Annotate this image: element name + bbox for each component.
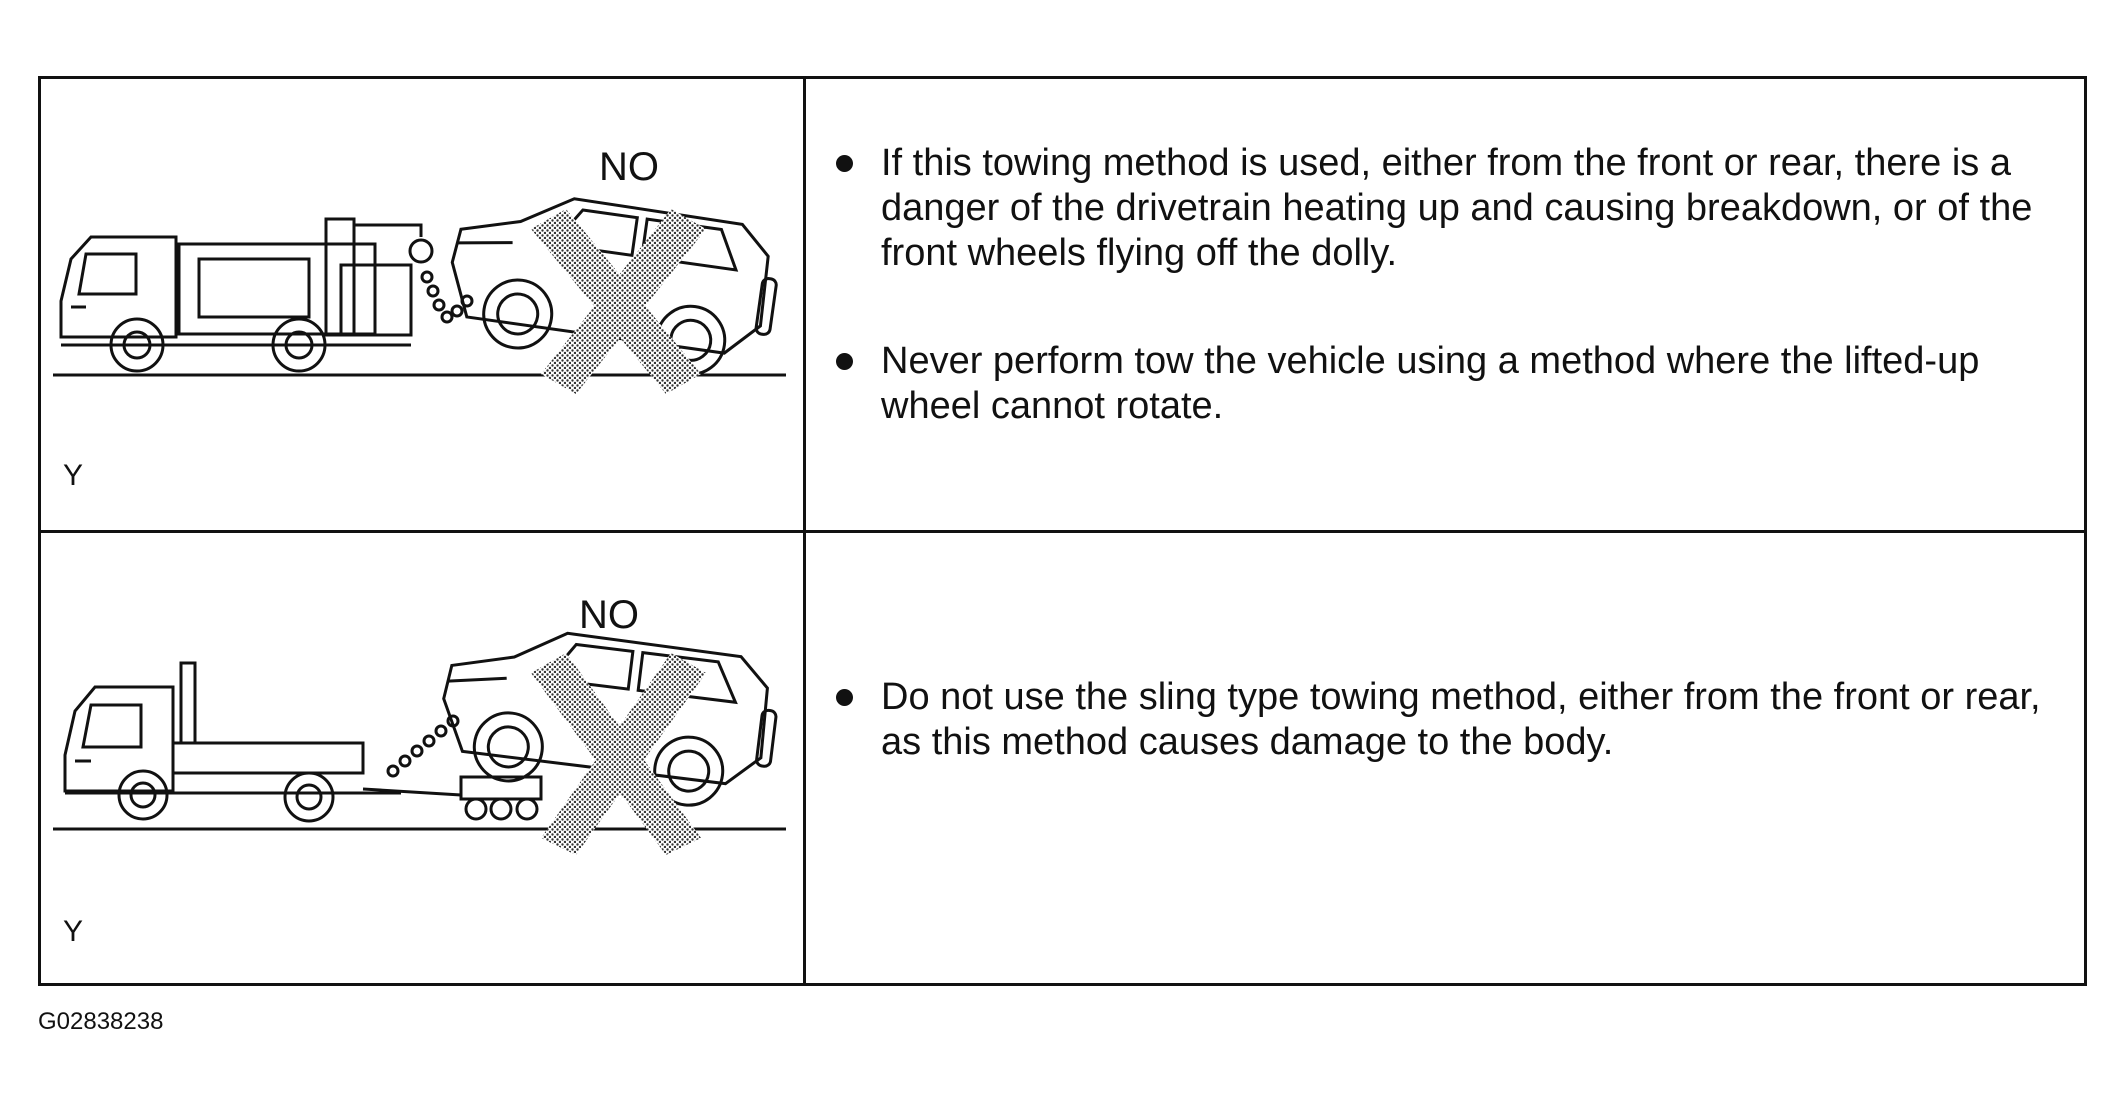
bullet-text: Do not use the sling type towing method, either from the front or rear, as this method causes damage to the body. [881,676,2041,763]
no-label: NO [579,593,639,637]
bullet-text: If this towing method is used, either from the front or rear, there is a danger of the drivetrain heating up and causing breakdown, or of the front wheels flying off the dolly. [881,142,2033,274]
sling-towing-illustration [41,533,803,983]
towing-instructions-table [38,76,2087,986]
figure-id: G02838238 [38,1008,164,1035]
y-label: Y [63,915,84,948]
bullet-icon [836,353,853,370]
tow-truck-icon [61,219,432,371]
list-item [806,339,2084,429]
no-label: NO [599,145,659,189]
tow-truck-icon [65,663,401,821]
row-2-illustration [41,533,803,983]
bullet-list [806,675,2084,828]
row-1-text [806,79,2084,530]
bullet-icon [836,689,853,706]
sling-chain [388,716,458,776]
tow-chain [422,272,472,322]
wheel-lift-towing-illustration [41,79,803,530]
prohibited-cross-icon [531,209,706,394]
tow-dolly-icon [363,777,541,819]
bullet-text: Never perform tow the vehicle using a method where the lifted-up wheel cannot rotate. [881,340,1980,427]
y-label: Y [63,459,84,492]
list-item [806,675,2084,765]
row-2-text [806,533,2084,983]
list-item [806,141,2084,276]
bullet-list [806,141,2084,492]
bullet-icon [836,155,853,172]
row-1-illustration [41,79,803,530]
